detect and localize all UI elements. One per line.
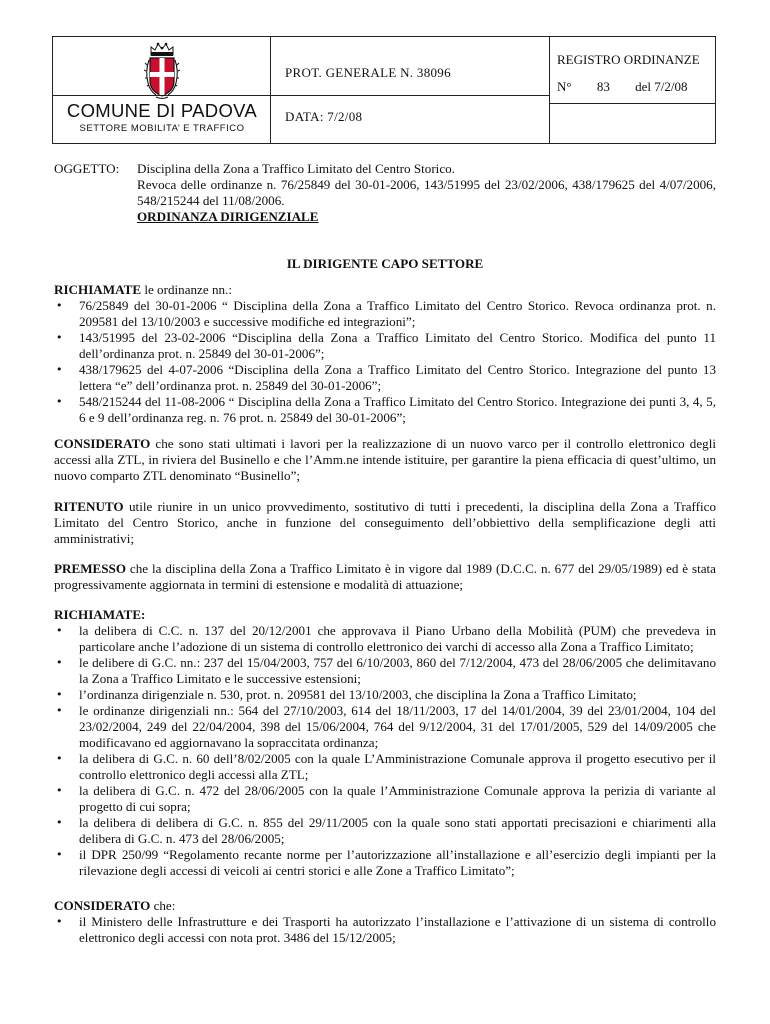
- section-title: IL DIRIGENTE CAPO SETTORE: [286, 256, 484, 271]
- document-header: [52, 36, 716, 144]
- considerato-list: [54, 914, 716, 946]
- richiamate-heading: RICHIAMATE le ordinanze nn.:: [54, 282, 232, 297]
- list-item: • le ordinanze dirigenziali nn.: 564 del 27/10/2003, 614 del 18/11/2003, 17 del 14/01/2004, 39 del 23/01/2004, 104 del 23/02/2004, 249 del 22/04/2004, 398 del 15/06/2004, 764 del 9/12/2004, 31 del 17/01/2005, 529 del 14/09/2005 che modificavano ed aggiornavano la sopraccitata ordinanza;: [54, 703, 716, 751]
- comune-name: COMUNE DI PADOVA: [66, 100, 258, 121]
- header-divider: [549, 37, 550, 143]
- richiamate-heading-2: RICHIAMATE:: [54, 607, 146, 622]
- oggetto-text: [137, 161, 716, 225]
- number-date: del 7/2/08: [635, 79, 688, 94]
- header-divider: [549, 103, 716, 104]
- list-item: • l’ordinanza dirigenziale n. 530, prot. n. 209581 del 13/10/2003, che disciplina la Zona a Traffico Limitato;: [54, 687, 716, 703]
- list-item: • la delibera di G.C. n. 60 dell’8/02/2005 con la quale L’Amministrazione Comunale approva il progetto esecutivo per il controllo elettronico degli accessi alla ZTL;: [54, 751, 716, 783]
- number-label: N°: [557, 79, 572, 94]
- ordinance-number: [557, 79, 687, 95]
- considerato-paragraph: CONSIDERATO che sono stati ultimati i lavori per la realizzazione di un nuovo varco per il controllo elettronico degli accessi alla ZTL, in riviera del Businello e che l’Amm.ne intende istituire, per garantire la piena efficacia di quest’ultimo, un nuovo comparto ZTL denominato “Businello”;: [54, 436, 716, 483]
- padova-crest-icon: [144, 41, 180, 101]
- richiamate-delibere-list: [54, 623, 716, 879]
- richiamate-ordinanze-list: [54, 298, 716, 426]
- oggetto-line: Disciplina della Zona a Traffico Limitato del Centro Storico.: [137, 161, 455, 176]
- oggetto-ordinanza: ORDINANZA DIRIGENZIALE: [137, 209, 319, 224]
- settore-name: SETTORE MOBILITA’ E TRAFFICO: [79, 123, 245, 134]
- number-value: 83: [596, 79, 610, 94]
- premesso-paragraph: PREMESSO che la disciplina della Zona a Traffico Limitato è in vigore dal 1989 (D.C.C. n. 677 del 29/05/1989) ed è stata progressivamente aggiornata in termini di estensione e modalità di attuazione;: [54, 561, 716, 592]
- list-item: • la delibera di C.C. n. 137 del 20/12/2001 che approvava il Piano Urbano della Mobilità (PUM) che prevedeva in particolare anche l’adozione di un sistema di controllo elettronico dei varchi di accesso alla Zona a Traffico Limitato;: [54, 623, 716, 655]
- registro-label: REGISTRO ORDINANZE: [557, 52, 700, 67]
- protocol-number: PROT. GENERALE N. 38096: [285, 65, 451, 80]
- list-item: • 143/51995 del 23-02-2006 “Disciplina della Zona a Traffico Limitato del Centro Storico. Modifica del punto 11 dell’ordinanza prot. n. 25849 del 30-01-2006”;: [54, 330, 716, 362]
- oggetto-label: OGGETTO:: [54, 161, 120, 176]
- list-item: • 548/215244 del 11-08-2006 “ Disciplina della Zona a Traffico Limitato del Centro Storico. Integrazione dei punti 3, 4, 5, 6 e 9 dell’ordinanza reg. n. 76 prot. n. 25849 del 30-01-2006”;: [54, 394, 716, 426]
- document-date: DATA: 7/2/08: [285, 109, 363, 124]
- ritenuto-paragraph: RITENUTO utile riunire in un unico provvedimento, sostitutivo di tutti i precedenti, la disciplina della Zona a Traffico Limitato del Centro Storico, anche in funzione del conseguimento dell’obbiettivo della semplificazione degli atti amministrativi;: [54, 499, 716, 546]
- list-item: • il Ministero delle Infrastrutture e dei Trasporti ha autorizzato l’installazione e l’attivazione di un sistema di controllo elettronico degli accessi con nota prot. 3486 del 15/12/2005;: [54, 914, 716, 946]
- oggetto-line: Revoca delle ordinanze n. 76/25849 del 30-01-2006, 143/51995 del 23/02/2006, 438/179625 del 4/07/2006, 548/215244 del 11/08/2006.: [137, 177, 716, 208]
- list-item: • la delibera di G.C. n. 472 del 28/06/2005 con la quale l’Amministrazione Comunale approva la perizia di variante al progetto di cui sopra;: [54, 783, 716, 815]
- list-item: • 438/179625 del 4-07-2006 “Disciplina della Zona a Traffico Limitato del Centro Storico. Integrazione del punto 13 lettera “e” dell’ordinanza prot. n. 25849 del 30-01-2006”;: [54, 362, 716, 394]
- list-item: • 76/25849 del 30-01-2006 “ Disciplina della Zona a Traffico Limitato del Centro Storico. Revoca ordinanza prot. n. 209581 del 13/10/2003 e successive modifiche ed integrazioni”;: [54, 298, 716, 330]
- header-divider: [270, 95, 549, 96]
- list-item: • il DPR 250/99 “Regolamento recante norme per l’autorizzazione all’installazione e all’esercizio degli impianti per la rilevazione degli accessi di veicoli ai centri storici e alle Zone a Traffico Limitato”;: [54, 847, 716, 879]
- list-item: • la delibera di delibera di G.C. n. 855 del 29/11/2005 con la quale sono stati apportati precisazioni e chiarimenti alla delibera di G.C. n. 473 del 28/06/2005;: [54, 815, 716, 847]
- list-item: • le delibere di G.C. nn.: 237 del 15/04/2003, 757 del 6/10/2003, 860 del 7/12/2004, 473 del 28/06/2005 che delimitavano la Zona a Traffico Limitato e le successive estensioni;: [54, 655, 716, 687]
- considerato-heading-2: CONSIDERATO che:: [54, 898, 176, 913]
